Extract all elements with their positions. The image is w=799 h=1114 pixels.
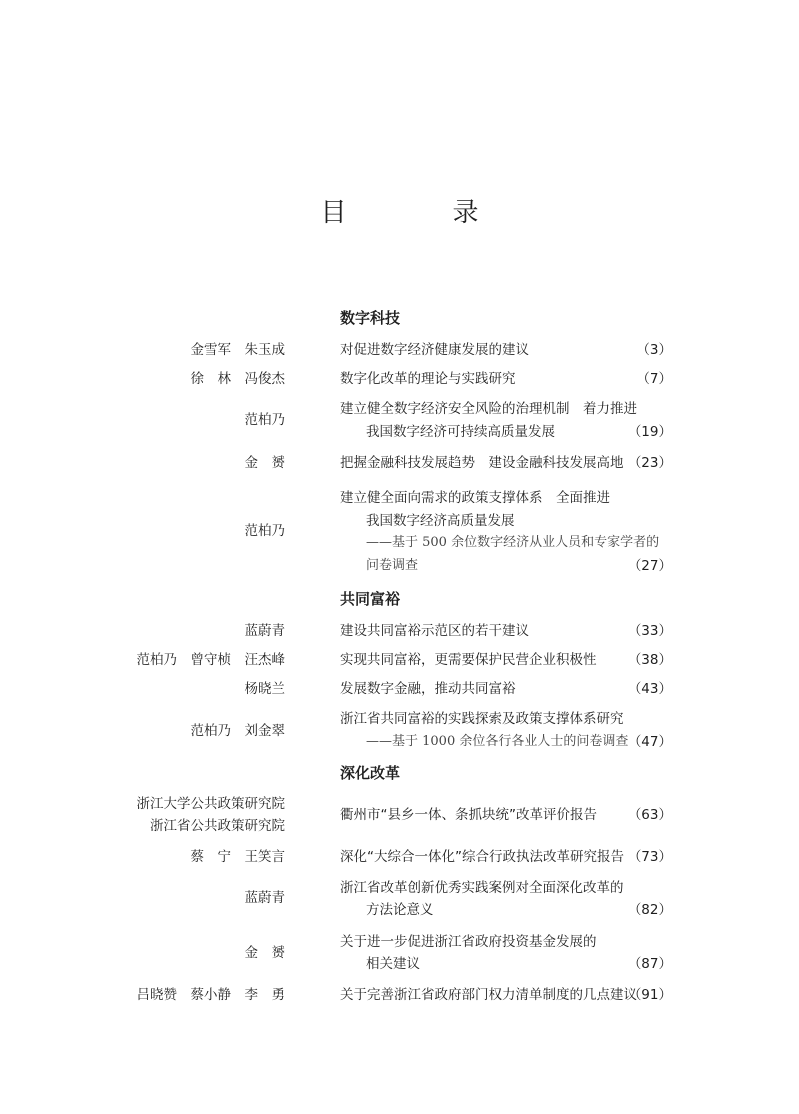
entry-authors: 范柏乃 <box>244 523 285 539</box>
entry-subtitle: ——基于 500 余位数字经济从业人员和专家学者的 <box>366 535 660 550</box>
entry-page: （23） <box>627 455 672 471</box>
entry-page: （3） <box>636 342 672 358</box>
entry-authors: 金 赟 <box>244 455 285 471</box>
entry-authors: 蔡 宁 王笑言 <box>190 849 285 865</box>
entry-title[interactable]: 关于进一步促进浙江省政府投资基金发展的 <box>340 934 597 950</box>
entry-authors: 范柏乃 <box>244 412 285 428</box>
entry-authors: 范柏乃 刘金翠 <box>190 723 285 739</box>
entry-title[interactable]: 把握金融科技发展趋势 建设金融科技发展高地 <box>340 455 624 471</box>
entry-page: （47） <box>627 734 672 750</box>
entry-authors: 范柏乃 曾守桢 汪杰峰 <box>136 652 285 668</box>
entry-authors: 徐 林 冯俊杰 <box>190 371 285 387</box>
entry-title-continued[interactable]: 我国数字经济高质量发展 <box>366 513 515 529</box>
entry-page: （38） <box>627 652 672 668</box>
entry-title[interactable]: 数字化改革的理论与实践研究 <box>340 371 516 387</box>
entry-subtitle-continued: 问卷调查 <box>366 558 419 573</box>
entry-authors: 金雪军 朱玉成 <box>190 342 285 358</box>
entry-title[interactable]: 对促进数字经济健康发展的建议 <box>340 342 529 358</box>
entry-page: （73） <box>627 849 672 865</box>
entry-authors: 浙江大学公共政策研究院 <box>136 796 285 812</box>
section-heading: 共同富裕 <box>340 590 401 608</box>
entry-title[interactable]: 建立健全数字经济安全风险的治理机制 着力推进 <box>340 401 637 417</box>
section-heading: 数字科技 <box>340 309 401 327</box>
entry-authors: 吕晓赞 蔡小静 李 勇 <box>136 987 285 1003</box>
entry-title-continued[interactable]: 方法论意义 <box>366 902 434 918</box>
entry-title[interactable]: 关于完善浙江省政府部门权力清单制度的几点建议 <box>340 987 637 1003</box>
entry-page: （7） <box>636 371 672 387</box>
section-heading: 深化改革 <box>340 764 401 782</box>
entry-subtitle: ——基于 1000 余位各行各业人士的问卷调查 <box>366 734 629 749</box>
entry-authors: 蓝蔚青 <box>244 890 285 906</box>
entry-title[interactable]: 建设共同富裕示范区的若干建议 <box>340 623 529 639</box>
entry-authors: 金 赟 <box>244 945 285 961</box>
entry-page: （91） <box>627 987 672 1003</box>
entry-title[interactable]: 实现共同富裕，更需要保护民营企业积极性 <box>340 652 597 668</box>
entry-title[interactable]: 建立健全面向需求的政策支撑体系 全面推进 <box>340 490 610 506</box>
entry-title-continued[interactable]: 相关建议 <box>366 956 420 972</box>
entry-page: （82） <box>627 902 672 918</box>
entry-authors-continued: 浙江省公共政策研究院 <box>150 818 285 834</box>
entry-title[interactable]: 浙江省共同富裕的实践探索及政策支撑体系研究 <box>340 711 624 727</box>
entry-authors: 蓝蔚青 <box>244 623 285 639</box>
entry-title[interactable]: 衢州市“县乡一体、条抓块统”改革评价报告 <box>340 807 597 823</box>
entry-page: （33） <box>627 623 672 639</box>
entry-page: （87） <box>627 956 672 972</box>
entry-title-continued[interactable]: 我国数字经济可持续高质量发展 <box>366 424 555 440</box>
entry-page: （63） <box>627 807 672 823</box>
entry-title[interactable]: 浙江省改革创新优秀实践案例对全面深化改革的 <box>340 880 624 896</box>
entry-title[interactable]: 深化“大综合一体化”综合行政执法改革研究报告 <box>340 849 624 865</box>
entry-page: （27） <box>627 558 672 574</box>
entry-page: （19） <box>627 424 672 440</box>
entry-authors: 杨晓兰 <box>244 681 285 697</box>
page-title: 目 录 <box>320 198 519 228</box>
entry-title[interactable]: 发展数字金融，推动共同富裕 <box>340 681 516 697</box>
entry-page: （43） <box>627 681 672 697</box>
